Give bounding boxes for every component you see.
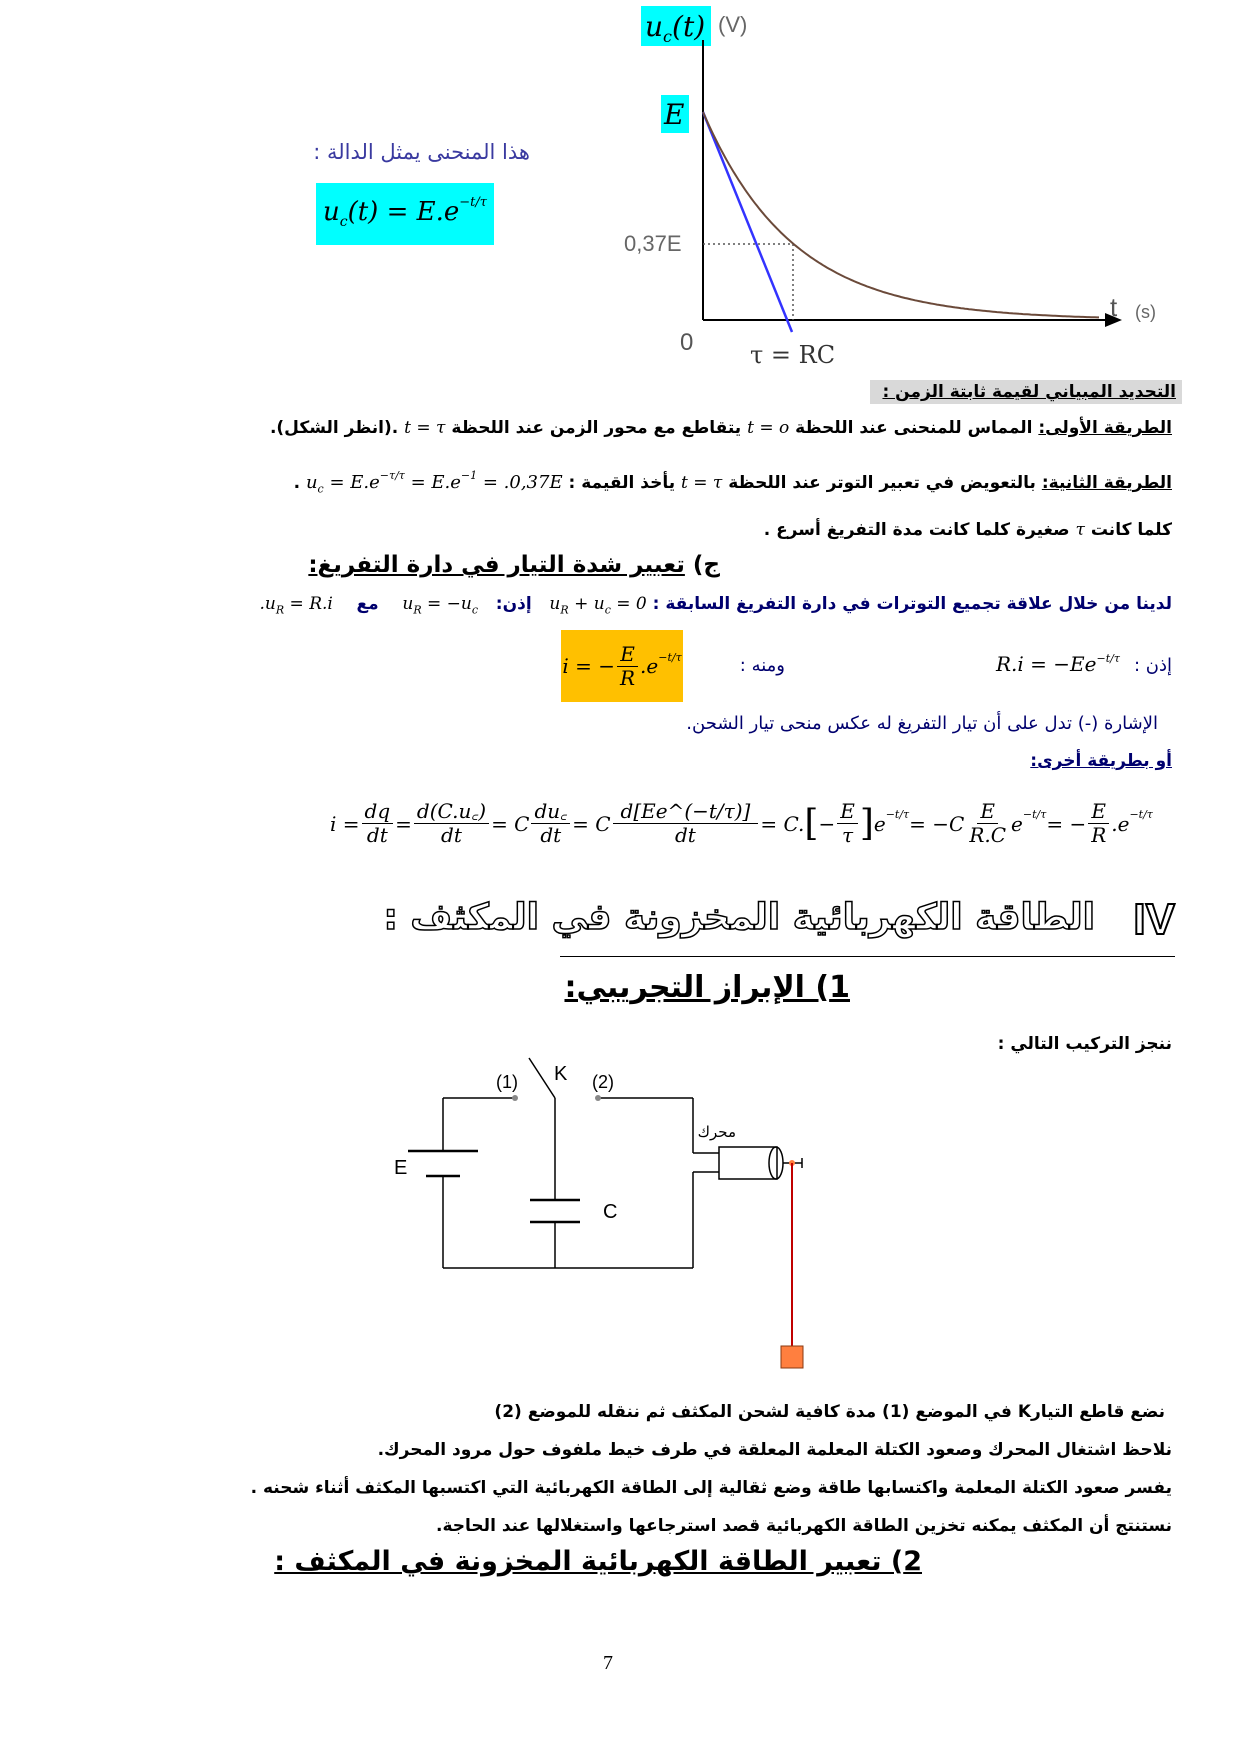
section4-header (383, 895, 1175, 955)
paragraph-3: يفسر صعود الكتلة المعلمة واكتسابها طاقة وضع ثقالية إلى الطاقة الكهربائية التي اكتسبها المكثف أثناء شحنه . (250, 1478, 1172, 1498)
level-label: 0,37E (624, 231, 682, 256)
sign-note: الإشارة (-) تدل على أن تيار التفريغ له عكس منحى تيار الشحن. (686, 713, 1158, 734)
decay-curve (703, 112, 1099, 317)
switch-blade (529, 1058, 555, 1098)
battery-label: E (394, 1157, 408, 1179)
tau-label: τ = RC (750, 341, 836, 369)
pos1-label: (1) (496, 1072, 518, 1092)
tangent-line (703, 112, 792, 332)
discharge-curve-svg (600, 0, 1160, 375)
mass-block (781, 1346, 803, 1368)
circuit-svg (378, 1050, 878, 1370)
tau-note: كلما كانت τ صغيرة كلما كانت مدة التفريغ أسرع . (763, 520, 1172, 540)
pos2-label: (2) (592, 1072, 614, 1092)
wa-minhu-label: ومنه : (739, 655, 785, 676)
graph-caption: هذا المنحنى يمثل الدالة : (313, 140, 530, 164)
x-label: t (1110, 292, 1118, 322)
derivation-equation: i = $\frac{dq}{dt}$ = $\frac{d(C.u꜀)}{dt}$ = C $\frac{du꜀}{dt}$ = C $\frac{d[Ee\^{}(-t/\tau)]}{dt}$ = C. [ − $\frac{E}{\tau}$ ] e −t/τ = −C $\frac{E}{R.C}$ e −t/τ = − $\frac{E}{R}$ .e −t/τ (330, 799, 1153, 847)
contact-1 (512, 1095, 518, 1101)
formula-uc: $u_c(t) = E.e^{-t/\tau}$ (323, 195, 487, 231)
current-title: ج) تعبير شدة التيار في دارة التفريغ: (308, 552, 720, 578)
section4-numeral: IV (1133, 895, 1175, 944)
section2-title: 2) تعبير الطاقة الكهربائية المخزونة في المكثف : (274, 1546, 922, 1577)
paragraph-1: نضع قاطع التيارK في الموضع (1) مدة كافية لشحن المكثف ثم ننقله للموضع (2) (494, 1402, 1165, 1422)
experiment-title: 1) الإبراز التجريبي: (564, 970, 850, 1005)
paragraph-4: نستنتج أن المكثف يمكنه تخزين الطاقة الكهربائية قصد استرجاعها واستغلالها عند الحاجة. (436, 1516, 1172, 1536)
section4-rule (560, 956, 1175, 957)
discharge-graph (600, 0, 1160, 375)
capacitor-label: C (603, 1201, 618, 1223)
switch-label: K (554, 1063, 568, 1085)
ri-equation: $R.i = -Ee^{-t/\tau}$ (996, 652, 1120, 676)
origin-label: 0 (680, 329, 694, 356)
method1-line: الطريقة الأولى: المماس للمنحنى عند اللحظة t = o يتقاطع مع محور الزمن عند اللحظة t = τ .(انظر الشكل). (269, 418, 1172, 438)
formula-box (316, 183, 494, 245)
experiment-intro: ننجز التركيب التالي : (997, 1034, 1172, 1054)
method2-equation: $u_c = E.e^{-\tau/\tau} = E.e^{-1} = .0,37E$ (305, 469, 563, 496)
x-unit: (s) (1135, 302, 1156, 322)
other-way: أو بطريقة أخرى: (1030, 751, 1172, 771)
motor-label: محرك (697, 1123, 736, 1141)
y-unit: (V) (718, 12, 748, 37)
boxed-current: i = − $\frac{E}{R}$ .e −t/τ (561, 630, 683, 702)
contact-2 (595, 1095, 601, 1101)
graphical-title: التحديد المبياني لقيمة ثابتة الزمن : (870, 380, 1182, 404)
paragraph-2: نلاحظ اشتغال المحرك وصعود الكتلة المعلمة المعلقة في طرف خيط ملفوف حول مرود المحرك. (377, 1440, 1172, 1460)
ylabel: $u_c(t)$ (645, 10, 706, 46)
idhan-label: إذن : (1133, 655, 1172, 676)
section4-title: الطاقة الكهربائية المخزونة في المكثف : (383, 897, 1095, 938)
current-line1: لدينا من خلال علاقة تجميع التوترات في دارة التفريغ السابقة : $u_R + u_c = 0$ إذن: $u_R = -u_c$ مع $.u_R = R.i$ (259, 594, 1172, 617)
circuit-diagram (378, 1050, 878, 1370)
method2-line: الطريقة الثانية: بالتعويض في تعبير التوتر عند اللحظة t = τ يأخذ القيمة : $u_c = E.e^{-\tau/\tau} = E.e^{-1} = .0,37E$ . (293, 469, 1172, 496)
e-label: E (664, 98, 685, 131)
page-number: 7 (603, 1652, 613, 1674)
